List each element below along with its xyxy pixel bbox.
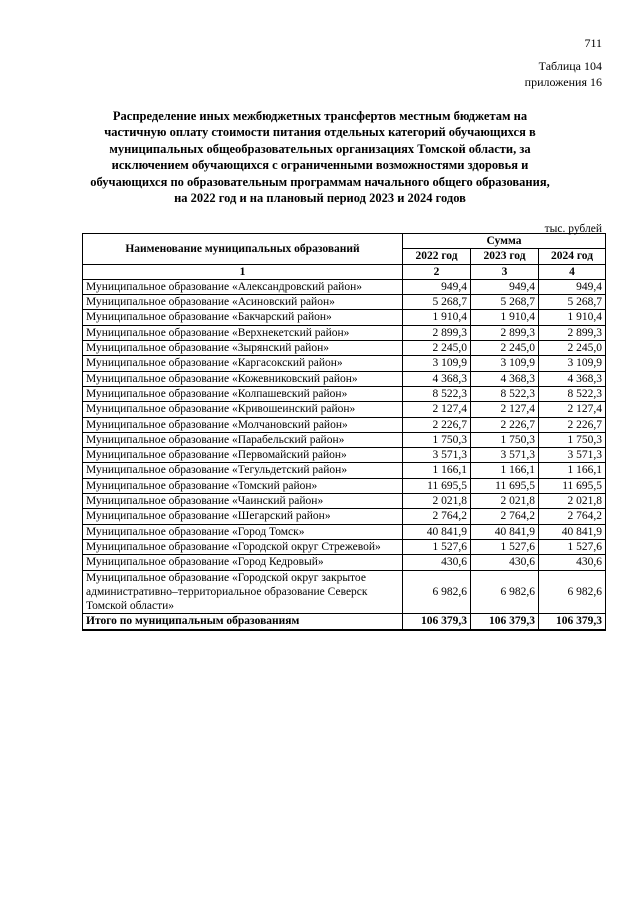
amount-2023: 3 571,3 — [471, 448, 539, 463]
amount-2022: 2 226,7 — [403, 417, 471, 432]
amount-2022: 2 764,2 — [403, 509, 471, 524]
municipality-name: Муниципальное образование «Город Томск» — [83, 524, 403, 539]
header-municipality: Наименование муниципальных образований — [83, 234, 403, 265]
amount-2024: 2 226,7 — [539, 417, 606, 432]
table-row — [83, 341, 606, 356]
header-year-2022: 2022 год — [403, 249, 471, 264]
amount-2022: 5 268,7 — [403, 295, 471, 310]
table-row — [83, 310, 606, 325]
amount-2024: 2 245,0 — [539, 341, 606, 356]
municipality-name: Муниципальное образование «Зырянский район» — [83, 341, 403, 356]
column-number: 3 — [471, 264, 539, 279]
table-row — [83, 417, 606, 432]
amount-2022: 2 245,0 — [403, 341, 471, 356]
header-year-2023: 2023 год — [471, 249, 539, 264]
amount-2022: 2 021,8 — [403, 494, 471, 509]
amount-2023: 2 127,4 — [471, 402, 539, 417]
amount-2022: 1 910,4 — [403, 310, 471, 325]
amount-2023: 1 750,3 — [471, 432, 539, 447]
amount-2023: 11 695,5 — [471, 478, 539, 493]
amount-2024: 4 368,3 — [539, 371, 606, 386]
municipality-name: Муниципальное образование «Томский район» — [83, 478, 403, 493]
amount-2023: 2 245,0 — [471, 341, 539, 356]
amount-2024: 3 109,9 — [539, 356, 606, 371]
amount-2022: 8 522,3 — [403, 386, 471, 401]
table-row — [83, 402, 606, 417]
amount-2023: 4 368,3 — [471, 371, 539, 386]
table-row — [83, 494, 606, 509]
municipality-name: Муниципальное образование «Шегарский район» — [83, 509, 403, 524]
municipality-name: Муниципальное образование «Бакчарский район» — [83, 310, 403, 325]
column-number: 1 — [83, 264, 403, 279]
amount-2022: 40 841,9 — [403, 524, 471, 539]
column-number: 2 — [403, 264, 471, 279]
amount-2023: 8 522,3 — [471, 386, 539, 401]
page-number: 711 — [584, 36, 602, 50]
amount-2022: 1 750,3 — [403, 432, 471, 447]
municipality-name: Муниципальное образование «Александровский район» — [83, 279, 403, 294]
amount-2022: 1 527,6 — [403, 539, 471, 554]
amount-2022: 2 127,4 — [403, 402, 471, 417]
municipality-name: Муниципальное образование «Городской округ Стрежевой» — [83, 539, 403, 554]
municipality-name: Муниципальное образование «Тегульдетский район» — [83, 463, 403, 478]
municipality-name: Муниципальное образование «Парабельский район» — [83, 432, 403, 447]
amount-2024: 3 571,3 — [539, 448, 606, 463]
amount-2024: 8 522,3 — [539, 386, 606, 401]
table-row — [83, 555, 606, 570]
amount-2023: 2 021,8 — [471, 494, 539, 509]
amount-2024: 2 899,3 — [539, 325, 606, 340]
amount-2022: 1 166,1 — [403, 463, 471, 478]
municipality-name: Муниципальное образование «Первомайский район» — [83, 448, 403, 463]
units-label: тыс. рублей — [544, 223, 602, 235]
municipality-name: Муниципальное образование «Городской округ закрытое административно–территориальное образование Северск Томской области» — [83, 570, 403, 614]
municipality-name: Муниципальное образование «Чаинский район» — [83, 494, 403, 509]
municipality-name: Муниципальное образование «Каргасокский район» — [83, 356, 403, 371]
amount-2022: 11 695,5 — [403, 478, 471, 493]
amount-2022: 2 899,3 — [403, 325, 471, 340]
total-amount: 106 379,3 — [539, 614, 606, 630]
municipality-name: Муниципальное образование «Колпашевский район» — [83, 386, 403, 401]
amount-2023: 2 899,3 — [471, 325, 539, 340]
amount-2024: 40 841,9 — [539, 524, 606, 539]
header-year-2024: 2024 год — [539, 249, 606, 264]
total-amount: 106 379,3 — [471, 614, 539, 630]
caption-table-number: Таблица 104 — [538, 59, 602, 73]
amount-2023: 1 910,4 — [471, 310, 539, 325]
amount-2022: 430,6 — [403, 555, 471, 570]
amount-2023: 949,4 — [471, 279, 539, 294]
table-row — [83, 448, 606, 463]
caption-appendix: приложения 16 — [524, 75, 602, 89]
table-body — [83, 279, 606, 629]
amount-2023: 2 764,2 — [471, 509, 539, 524]
amount-2024: 2 764,2 — [539, 509, 606, 524]
amount-2023: 1 527,6 — [471, 539, 539, 554]
amount-2024: 1 910,4 — [539, 310, 606, 325]
amount-2022: 949,4 — [403, 279, 471, 294]
amount-2023: 5 268,7 — [471, 295, 539, 310]
municipality-name: Муниципальное образование «Кожевниковский район» — [83, 371, 403, 386]
amount-2022: 3 571,3 — [403, 448, 471, 463]
municipality-name: Муниципальное образование «Верхнекетский район» — [83, 325, 403, 340]
total-row — [83, 614, 606, 630]
amount-2024: 11 695,5 — [539, 478, 606, 493]
municipality-name: Муниципальное образование «Город Кедровый» — [83, 555, 403, 570]
table-row — [83, 295, 606, 310]
amount-2024: 5 268,7 — [539, 295, 606, 310]
amount-2024: 2 127,4 — [539, 402, 606, 417]
table-row — [83, 539, 606, 554]
table-row — [83, 371, 606, 386]
amount-2024: 430,6 — [539, 555, 606, 570]
municipality-name: Муниципальное образование «Молчановский район» — [83, 417, 403, 432]
amount-2024: 1 166,1 — [539, 463, 606, 478]
table-row — [83, 478, 606, 493]
municipality-name: Муниципальное образование «Кривошеинский район» — [83, 402, 403, 417]
table-row — [83, 325, 606, 340]
table-row — [83, 432, 606, 447]
amount-2022: 6 982,6 — [403, 570, 471, 614]
amount-2024: 949,4 — [539, 279, 606, 294]
total-label: Итого по муниципальным образованиям — [83, 614, 403, 630]
amount-2024: 1 750,3 — [539, 432, 606, 447]
document-title: Распределение иных межбюджетных трансфертов местным бюджетам на частичную оплату стоимости питания отдельных категорий обучающихся в муниципальных общеобразовательных организациях Томской области, за исключением обучающихся с ограниченными возможностями здоровья и обучающихся по образовательным программам начального общего образования, на 2022 год и на плановый период 2023 и 2024 годов — [90, 109, 550, 206]
municipality-name: Муниципальное образование «Асиновский район» — [83, 295, 403, 310]
transfers-table — [82, 233, 606, 631]
table-caption — [402, 58, 602, 90]
amount-2023: 6 982,6 — [471, 570, 539, 614]
amount-2024: 1 527,6 — [539, 539, 606, 554]
amount-2023: 40 841,9 — [471, 524, 539, 539]
amount-2022: 3 109,9 — [403, 356, 471, 371]
table-row — [83, 509, 606, 524]
amount-2023: 3 109,9 — [471, 356, 539, 371]
amount-2023: 2 226,7 — [471, 417, 539, 432]
amount-2024: 6 982,6 — [539, 570, 606, 614]
table-row — [83, 356, 606, 371]
header-sum: Сумма — [403, 234, 606, 249]
total-amount: 106 379,3 — [403, 614, 471, 630]
amount-2022: 4 368,3 — [403, 371, 471, 386]
amount-2023: 430,6 — [471, 555, 539, 570]
column-number: 4 — [539, 264, 606, 279]
table-row — [83, 524, 606, 539]
amount-2023: 1 166,1 — [471, 463, 539, 478]
table-row — [83, 386, 606, 401]
table-row — [83, 279, 606, 294]
table-row — [83, 570, 606, 614]
amount-2024: 2 021,8 — [539, 494, 606, 509]
table-row — [83, 463, 606, 478]
